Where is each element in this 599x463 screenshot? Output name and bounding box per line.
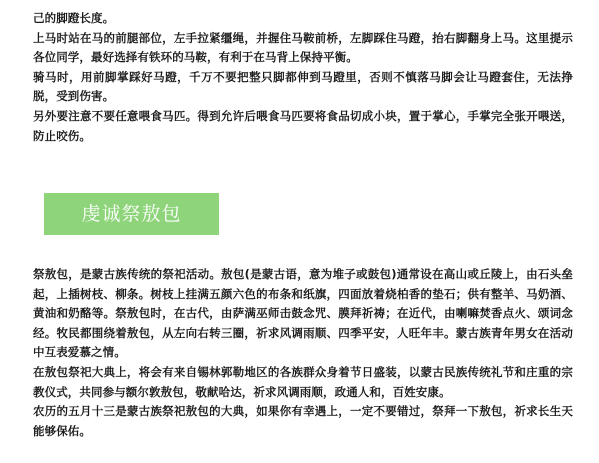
paragraph: 上马时站在马的前腿部位，左手拉紧缰绳，并握住马鞍前桥，左脚踩住马蹬，抬右脚翻身上马。这里提示各位同学，最好选择有铁环的马鞍，有利于在马背上保持平衡。	[33, 30, 573, 65]
paragraph: 另外要注意不要任意喂食马匹。得到允许后喂食马匹要将食品切成小块，置于掌心，手掌完全张开喂送，防止咬伤。	[33, 108, 573, 143]
aobao-section-text	[33, 265, 573, 441]
paragraph: 祭敖包，是蒙古族传统的祭祀活动。敖包(是蒙古语，意为堆子或鼓包)通常设在高山或丘陵上，由石头垒起，上插树枝、柳条。树枝上挂满五颜六色的布条和纸旗，四面放着烧柏香的垫石；供有整羊、马奶酒、黄油和奶酪等。祭敖包时，在古代，由萨满巫师击鼓念咒、膜拜祈祷；在近代，由喇嘛焚香点火、颂词念经。牧民都围绕着敖包，从左向右转三圈，祈求风调雨顺、四季平安，人旺年丰。蒙古族青年男女在活动中互表爱慕之情。	[33, 267, 573, 360]
paragraph: 己的脚蹬长度。	[33, 11, 115, 25]
riding-tips-text	[33, 9, 573, 146]
paragraph: 农历的五月十三是蒙古族祭祀敖包的大典，如果你有幸遇上，一定不要错过，祭拜一下敖包，祈求长生天能够保佑。	[33, 404, 573, 438]
section-heading-banner: 虔诚祭敖包	[44, 193, 219, 235]
paragraph: 骑马时，用前脚掌踩好马蹬，千万不要把整只脚都伸到马蹬里，否则不慎落马脚会让马蹬套住，无法挣脱，受到伤害。	[33, 69, 573, 104]
paragraph: 在敖包祭祀大典上，将会有来自锡林郭勒地区的各族群众身着节日盛装，以蒙古民族传统礼节和庄重的宗教仪式，共同参与额尔敦敖包，敬献哈达，祈求风调雨顺，政通人和，百姓安康。	[33, 364, 573, 399]
